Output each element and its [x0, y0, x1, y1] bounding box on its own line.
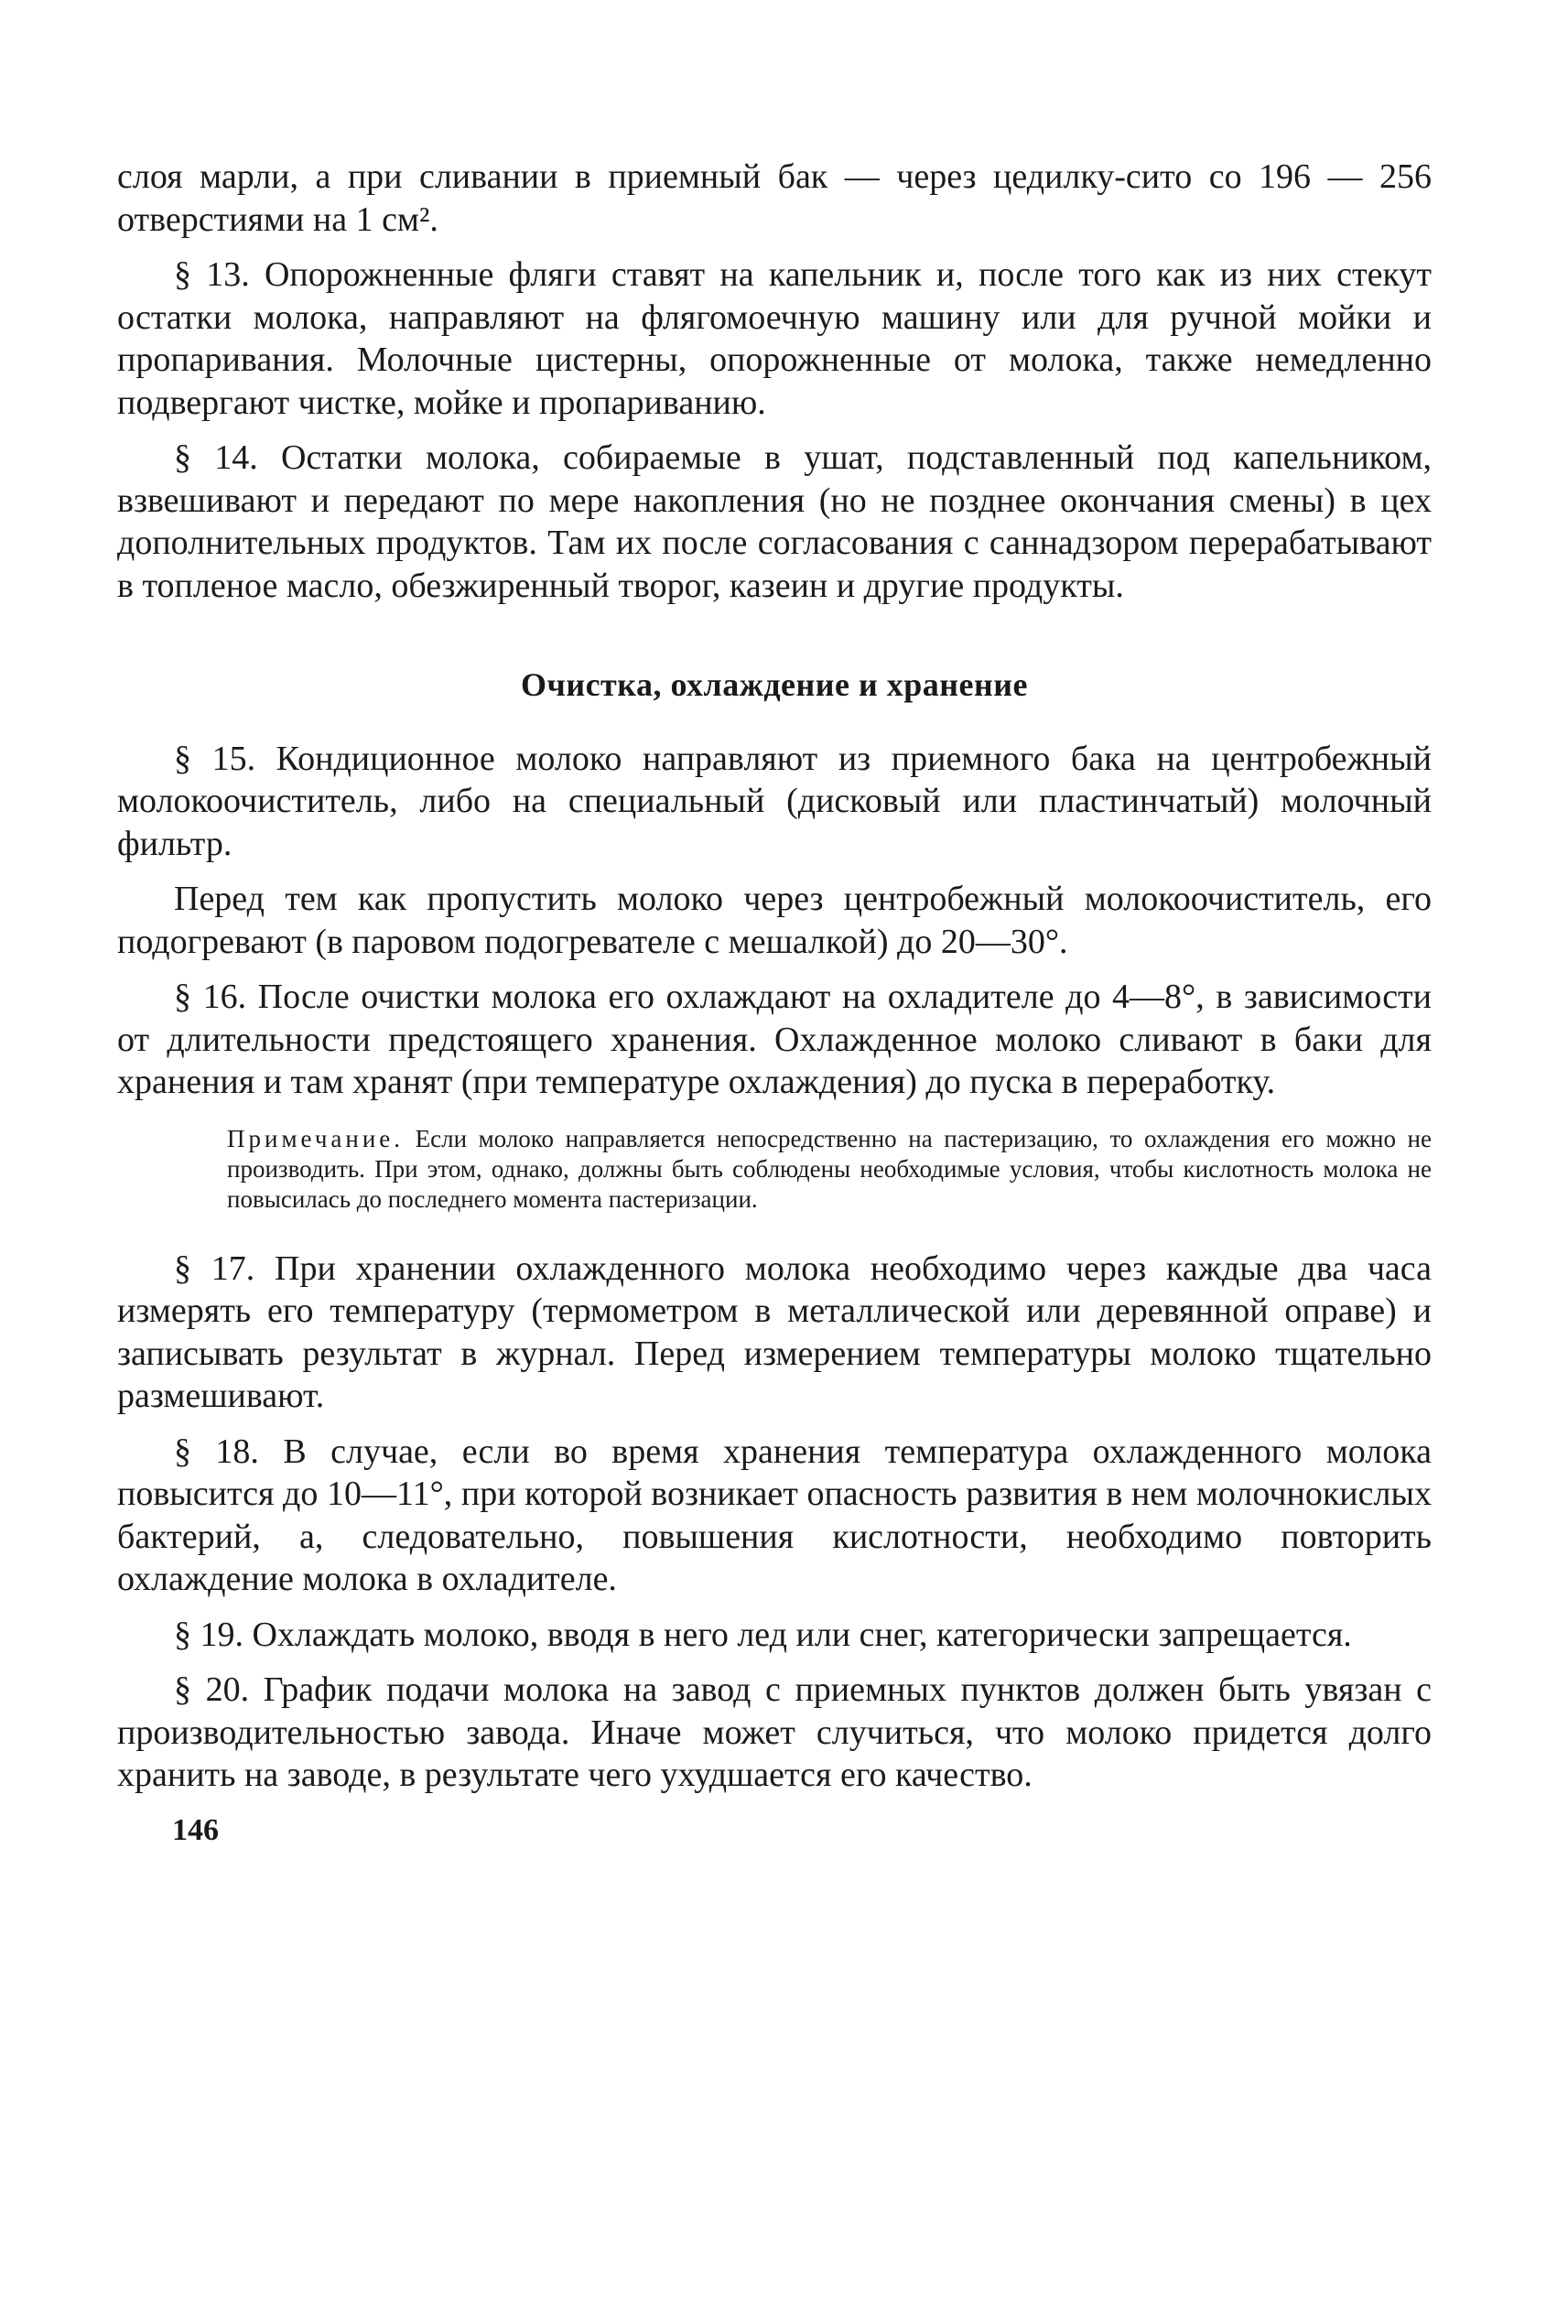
page-number: 146 [172, 1812, 219, 1847]
section-heading: Очистка, охлаждение и хранение [521, 666, 1028, 703]
footnote [227, 1124, 1432, 1215]
note-label: Примечание. [227, 1124, 405, 1152]
paragraph-13: § 13. Опорожненные фляги ставят на капельник и, после того как из них стекут остатки молока, направляют на флягомоечную машину или для ручной мойки и пропаривания. Молочные цистерны, опорожненные от молока, также немедленно подвергают чистке, мойке и пропариванию. [117, 255, 1432, 422]
paragraph-15-continued: Перед тем как пропустить молоко через центробежный молокоочиститель, его подогревают (в паровом подогревателе с мешалкой) до 20—30°. [117, 880, 1432, 961]
book-page [117, 156, 1432, 1852]
note-text: Если молоко направляется непосредственно на пастеризацию, то охлаждения его можно не производить. При этом, однако, должны быть соблюдены необходимые условия, чтобы кислотность молока не повысилась до последнего момента пастеризации. [227, 1124, 1432, 1213]
paragraph-16: § 16. После очистки молока его охлаждают на охладителе до 4—8°, в зависимости от длительности предстоящего хранения. Охлажденное молоко сливают в баки для хранения и там хранят (при температуре охлаждения) до пуска в переработку. [117, 978, 1432, 1101]
paragraph-15: § 15. Кондиционное молоко направляют из приемного бака на центробежный молокоочиститель, либо на специальный (дисковый или пластинчатый) молочный фильтр. [117, 739, 1432, 863]
paragraph-20: § 20. График подачи молока на завод с приемных пунктов должен быть увязан с производительностью завода. Иначе может случиться, что молоко придется долго хранить на заводе, в результате чего ухудшается его качество. [117, 1670, 1432, 1794]
paragraph-18: § 18. В случае, если во время хранения температура охлажденного молока повысится до 10—11°, при которой возникает опасность развития в нем молочнокислых бактерий, а, следовательно, повышения кислотности, необходимо повторить охлаждение молока в охладителе. [117, 1432, 1432, 1598]
paragraph-14: § 14. Остатки молока, собираемые в ушат, подставленный под капельником, взвешивают и передают по мере накопления (но не позднее окончания смены) в цех дополнительных продуктов. Там их после согласования с саннадзором перерабатывают в топленое масло, обезжиренный творог, казеин и другие продукты. [117, 438, 1432, 605]
paragraph-19: § 19. Охлаждать молоко, вводя в него лед или снег, категорически запрещается. [174, 1615, 1352, 1654]
paragraph-17: § 17. При хранении охлажденного молока необходимо через каждые два часа измерять его температуру (термометром в металлической или деревянной оправе) и записывать результат в журнал. Перед измерением температуры молоко тщательно размешивают. [117, 1248, 1432, 1415]
paragraph-continuation: слоя марли, а при сливании в приемный бак — через цедилку-сито со 196 — 256 отверстиями на 1 см². [117, 157, 1432, 239]
